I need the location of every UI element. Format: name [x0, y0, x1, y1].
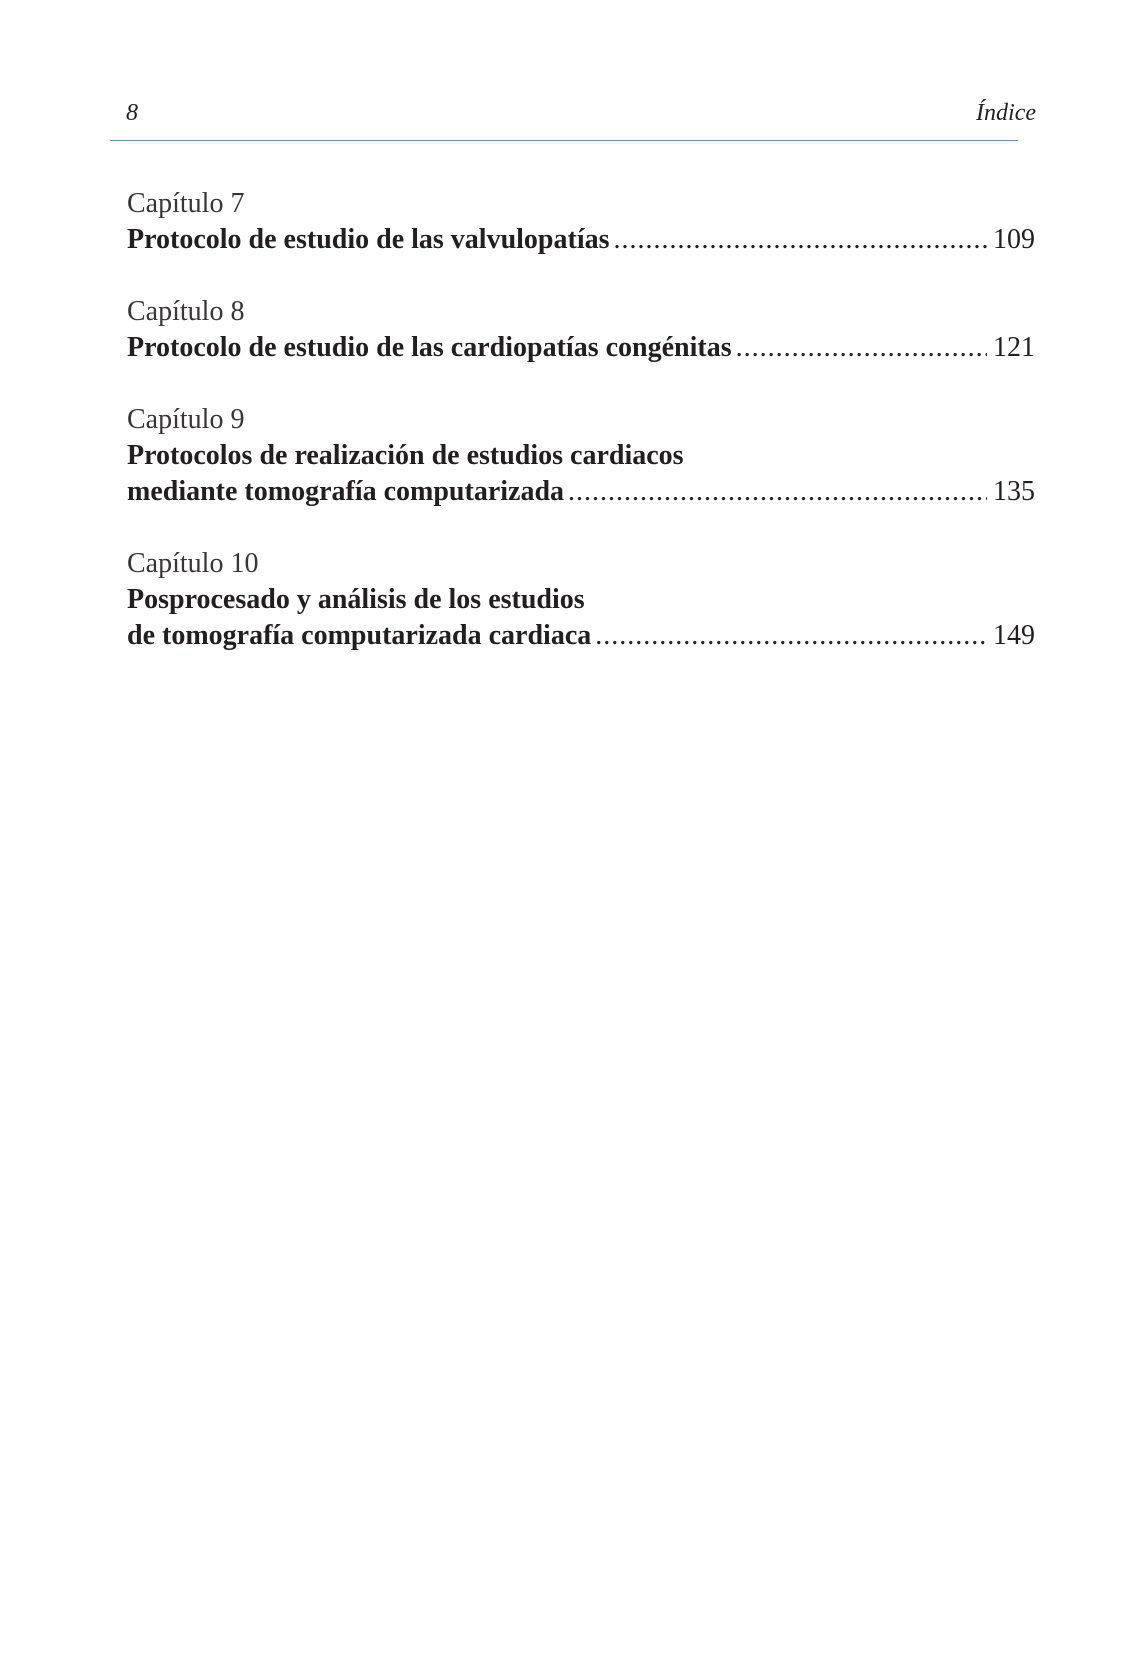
- toc-entry-chapter-7[interactable]: [127, 186, 1035, 258]
- toc-entry-chapter-8[interactable]: [127, 294, 1035, 366]
- entry-title: de tomografía computarizada cardiaca: [127, 620, 592, 651]
- chapter-label: Capítulo 9: [127, 404, 245, 435]
- dot-leader: [595, 618, 987, 654]
- table-of-contents: [127, 186, 1035, 690]
- entry-title-line: [127, 618, 1035, 654]
- toc-entry-chapter-9[interactable]: [127, 402, 1035, 510]
- page-reference: 109: [993, 224, 1035, 255]
- chapter-label: Capítulo 7: [127, 188, 245, 219]
- dot-leader: [568, 474, 987, 510]
- header-rule: [110, 140, 1018, 141]
- entry-title: mediante tomografía computarizada: [127, 476, 565, 507]
- chapter-label: Capítulo 10: [127, 548, 259, 579]
- page-header: [110, 96, 1036, 140]
- running-title: Índice: [976, 100, 1036, 126]
- entry-title-line: [127, 474, 1035, 510]
- dot-leader: [736, 330, 987, 366]
- entry-title-line: [127, 222, 1035, 258]
- entry-title-line: [127, 582, 1035, 618]
- entry-title: Posprocesado y análisis de los estudios: [127, 584, 585, 615]
- toc-entry-chapter-10[interactable]: [127, 546, 1035, 654]
- page-number: 8: [126, 100, 138, 126]
- entry-title: Protocolos de realización de estudios cardiacos: [127, 440, 684, 471]
- page-reference: 149: [993, 620, 1035, 651]
- entry-title-line: [127, 330, 1035, 366]
- chapter-label: Capítulo 8: [127, 296, 245, 327]
- dot-leader: [614, 222, 987, 258]
- entry-title-line: [127, 438, 1035, 474]
- entry-title: Protocolo de estudio de las valvulopatías: [127, 224, 610, 255]
- page-reference: 135: [993, 476, 1035, 507]
- entry-title: Protocolo de estudio de las cardiopatías congénitas: [127, 332, 732, 363]
- page-reference: 121: [993, 332, 1035, 363]
